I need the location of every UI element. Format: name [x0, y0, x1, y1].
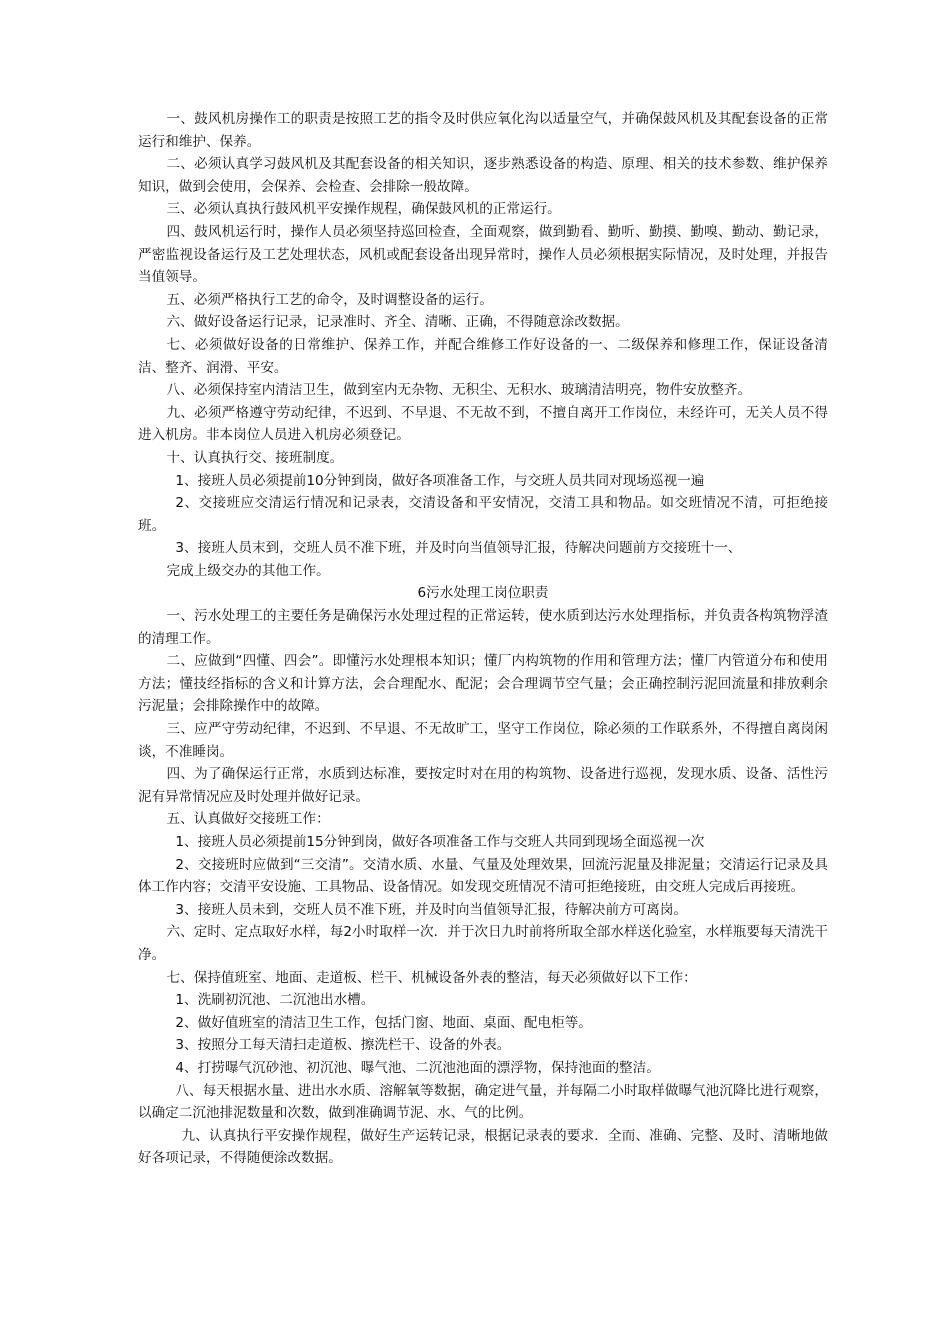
wastewater-paragraph-7: 七、保持值班室、地面、走道板、栏干、机械设备外表的整洁，每天必须做好以下工作：	[166, 969, 697, 986]
duty-paragraph-8: 八、必须保持室内清洁卫生，做到室内无杂物、无积尘、无积水、玻璃清洁明亮，物件安放整齐。	[166, 382, 752, 399]
wastewater-paragraph-3: 三、应严守劳动纪律，不迟到、不早退、不无故旷工，坚守工作岗位，除必须的工作联系外，不得擅自离岗闲谈，不准睡岗。	[138, 721, 828, 760]
document-page	[138, 108, 828, 1170]
duty-paragraph-10: 十、认真执行交、接班制度。	[166, 449, 344, 466]
duty-paragraph-1: 一、鼓风机房操作工的职责是按照工艺的指令及时供应氧化沟以适量空气，并确保鼓风机及其配套设备的正常运行和维护、保养。	[138, 111, 828, 150]
wastewater-paragraph-8: 八、每天根据水量、进出水水质、溶解氧等数据，确定进气量，并每隔二小时取样做曝气池沉降比进行观察，以确定二沉池排泥数量和次数，做到准确调节泥、水、气的比例。	[138, 1082, 828, 1122]
handover-item-3: 3、接班人员未到，交班人员不准下班，并及时向当值领导汇报，待解决前方可离岗。	[175, 901, 688, 918]
section-heading: 6污水处理工岗位职责	[417, 585, 549, 602]
duty-paragraph-6: 六、做好设备运行记录，记录准时、齐全、清晰、正确，不得随意涂改数据。	[166, 314, 629, 331]
wastewater-paragraph-9: 九、认真执行平安操作规程，做好生产运转记录，根据记录表的要求．全而、准确、完整、及时、清晰地做好各项记录，不得随便涂改数据。	[138, 1127, 828, 1167]
duty-paragraph-2: 二、必须认真学习鼓风机及其配套设备的相关知识，逐步熟悉设备的构造、原理、相关的技术参数、维护保养知识，做到会使用，会保养、会检查、会排除一般故障。	[138, 156, 828, 195]
shift-item-3: 3、接班人员末到，交班人员不准下班，并及时向当值领导汇报，待解决问题前方交接班十一、	[175, 540, 742, 557]
cleaning-task-4: 4、打捞曝气沉砂池、初沉池、曝气池、二沉池池面的漂浮物，保持池面的整洁。	[175, 1059, 660, 1076]
duty-paragraph-5: 五、必须严格执行工艺的命令，及时调整设备的运行。	[166, 291, 493, 308]
shift-item-1: 1、接班人员必须提前10分钟到岗，做好各项准备工作，与交班人员共同对现场巡视一遍	[175, 472, 705, 489]
wastewater-paragraph-2: 二、应做到“四懂、四会”。即懂污水处理根本知识；懂厂内构筑物的作用和管理方法；懂厂内管道分布和使用方法；懂技经指标的含义和计算方法，会合理配水、配泥；会合理调节空气量；会正确控制污泥回流量和排放剩余污泥量；会排除操作中的故障。	[138, 653, 828, 715]
cleaning-task-2: 2、做好值班室的清洁卫生工作，包括门窗、地面、桌面、配电柜等。	[175, 1014, 592, 1031]
handover-item-2: 2、交接班时应做到“三交清”。交清水质、水量、气量及处理效果，回流污泥量及排泥量；交清运行记录及具体工作内容；交清平安设施、工具物品、设备情况。如发现交班情况不清可拒绝接班，由交班人完成后再接班。	[138, 856, 828, 896]
duty-paragraph-7: 七、必须做好设备的日常维护、保养工作，并配合维修工作好设备的一、二级保养和修理工作，保证设备清洁、整齐、润滑、平安。	[138, 336, 828, 376]
wastewater-paragraph-6: 六、定时、定点取好水样，每2小时取样一次．并于次日九时前将所取全部水样送化验室，水样瓶要每天清洗干净。	[138, 924, 828, 963]
shift-item-4: 完成上级交办的其他工作。	[166, 562, 330, 579]
handover-item-1: 1、接班人员必须提前15分钟到岗，做好各项准备工作与交班人共同到现场全面巡视一次	[175, 834, 705, 850]
duty-paragraph-9: 九、必须严格遵守劳动纪律，不迟到、不早退、不无故不到，不擅自离开工作岗位，未经许可，无关人员不得进入机房。非本岗位人员进入机房必须登记。	[138, 404, 828, 444]
wastewater-paragraph-5: 五、认真做好交接班工作：	[166, 811, 330, 828]
wastewater-paragraph-4: 四、为了确保运行正常，水质到达标准，要按定时对在用的构筑物、设备进行巡视，发现水质、设备、活性污泥有异常情况应及时处理并做好记录。	[138, 766, 828, 805]
duty-paragraph-3: 三、必须认真执行鼓风机平安操作规程，确保鼓风机的正常运行。	[166, 201, 561, 218]
wastewater-paragraph-1: 一、污水处理工的主要任务是确保污水处理过程的正常运转，使水质到达污水处理指标，并负责各构筑物浮渣的清理工作。	[138, 608, 828, 647]
cleaning-task-3: 3、按照分工每天清扫走道板、擦洗栏干、设备的外表。	[175, 1037, 511, 1054]
duty-paragraph-4: 四、鼓风机运行时，操作人员必须坚持巡回检查，全面观察，做到勤看、勤听、勤摸、勤嗅、勤动、勤记录，严密监视设备运行及工艺处理状态，风机或配套设备出现异常时，操作人员必须根据实际情况，及时处理，并报告当值领导。	[138, 223, 828, 286]
cleaning-task-1: 1、洗刷初沉池、二沉池出水槽。	[175, 992, 375, 1009]
shift-item-2: 2、交接班应交清运行情况和记录表，交清设备和平安情况，交清工具和物品。如交班情况不清，可拒绝接班。	[138, 495, 828, 534]
